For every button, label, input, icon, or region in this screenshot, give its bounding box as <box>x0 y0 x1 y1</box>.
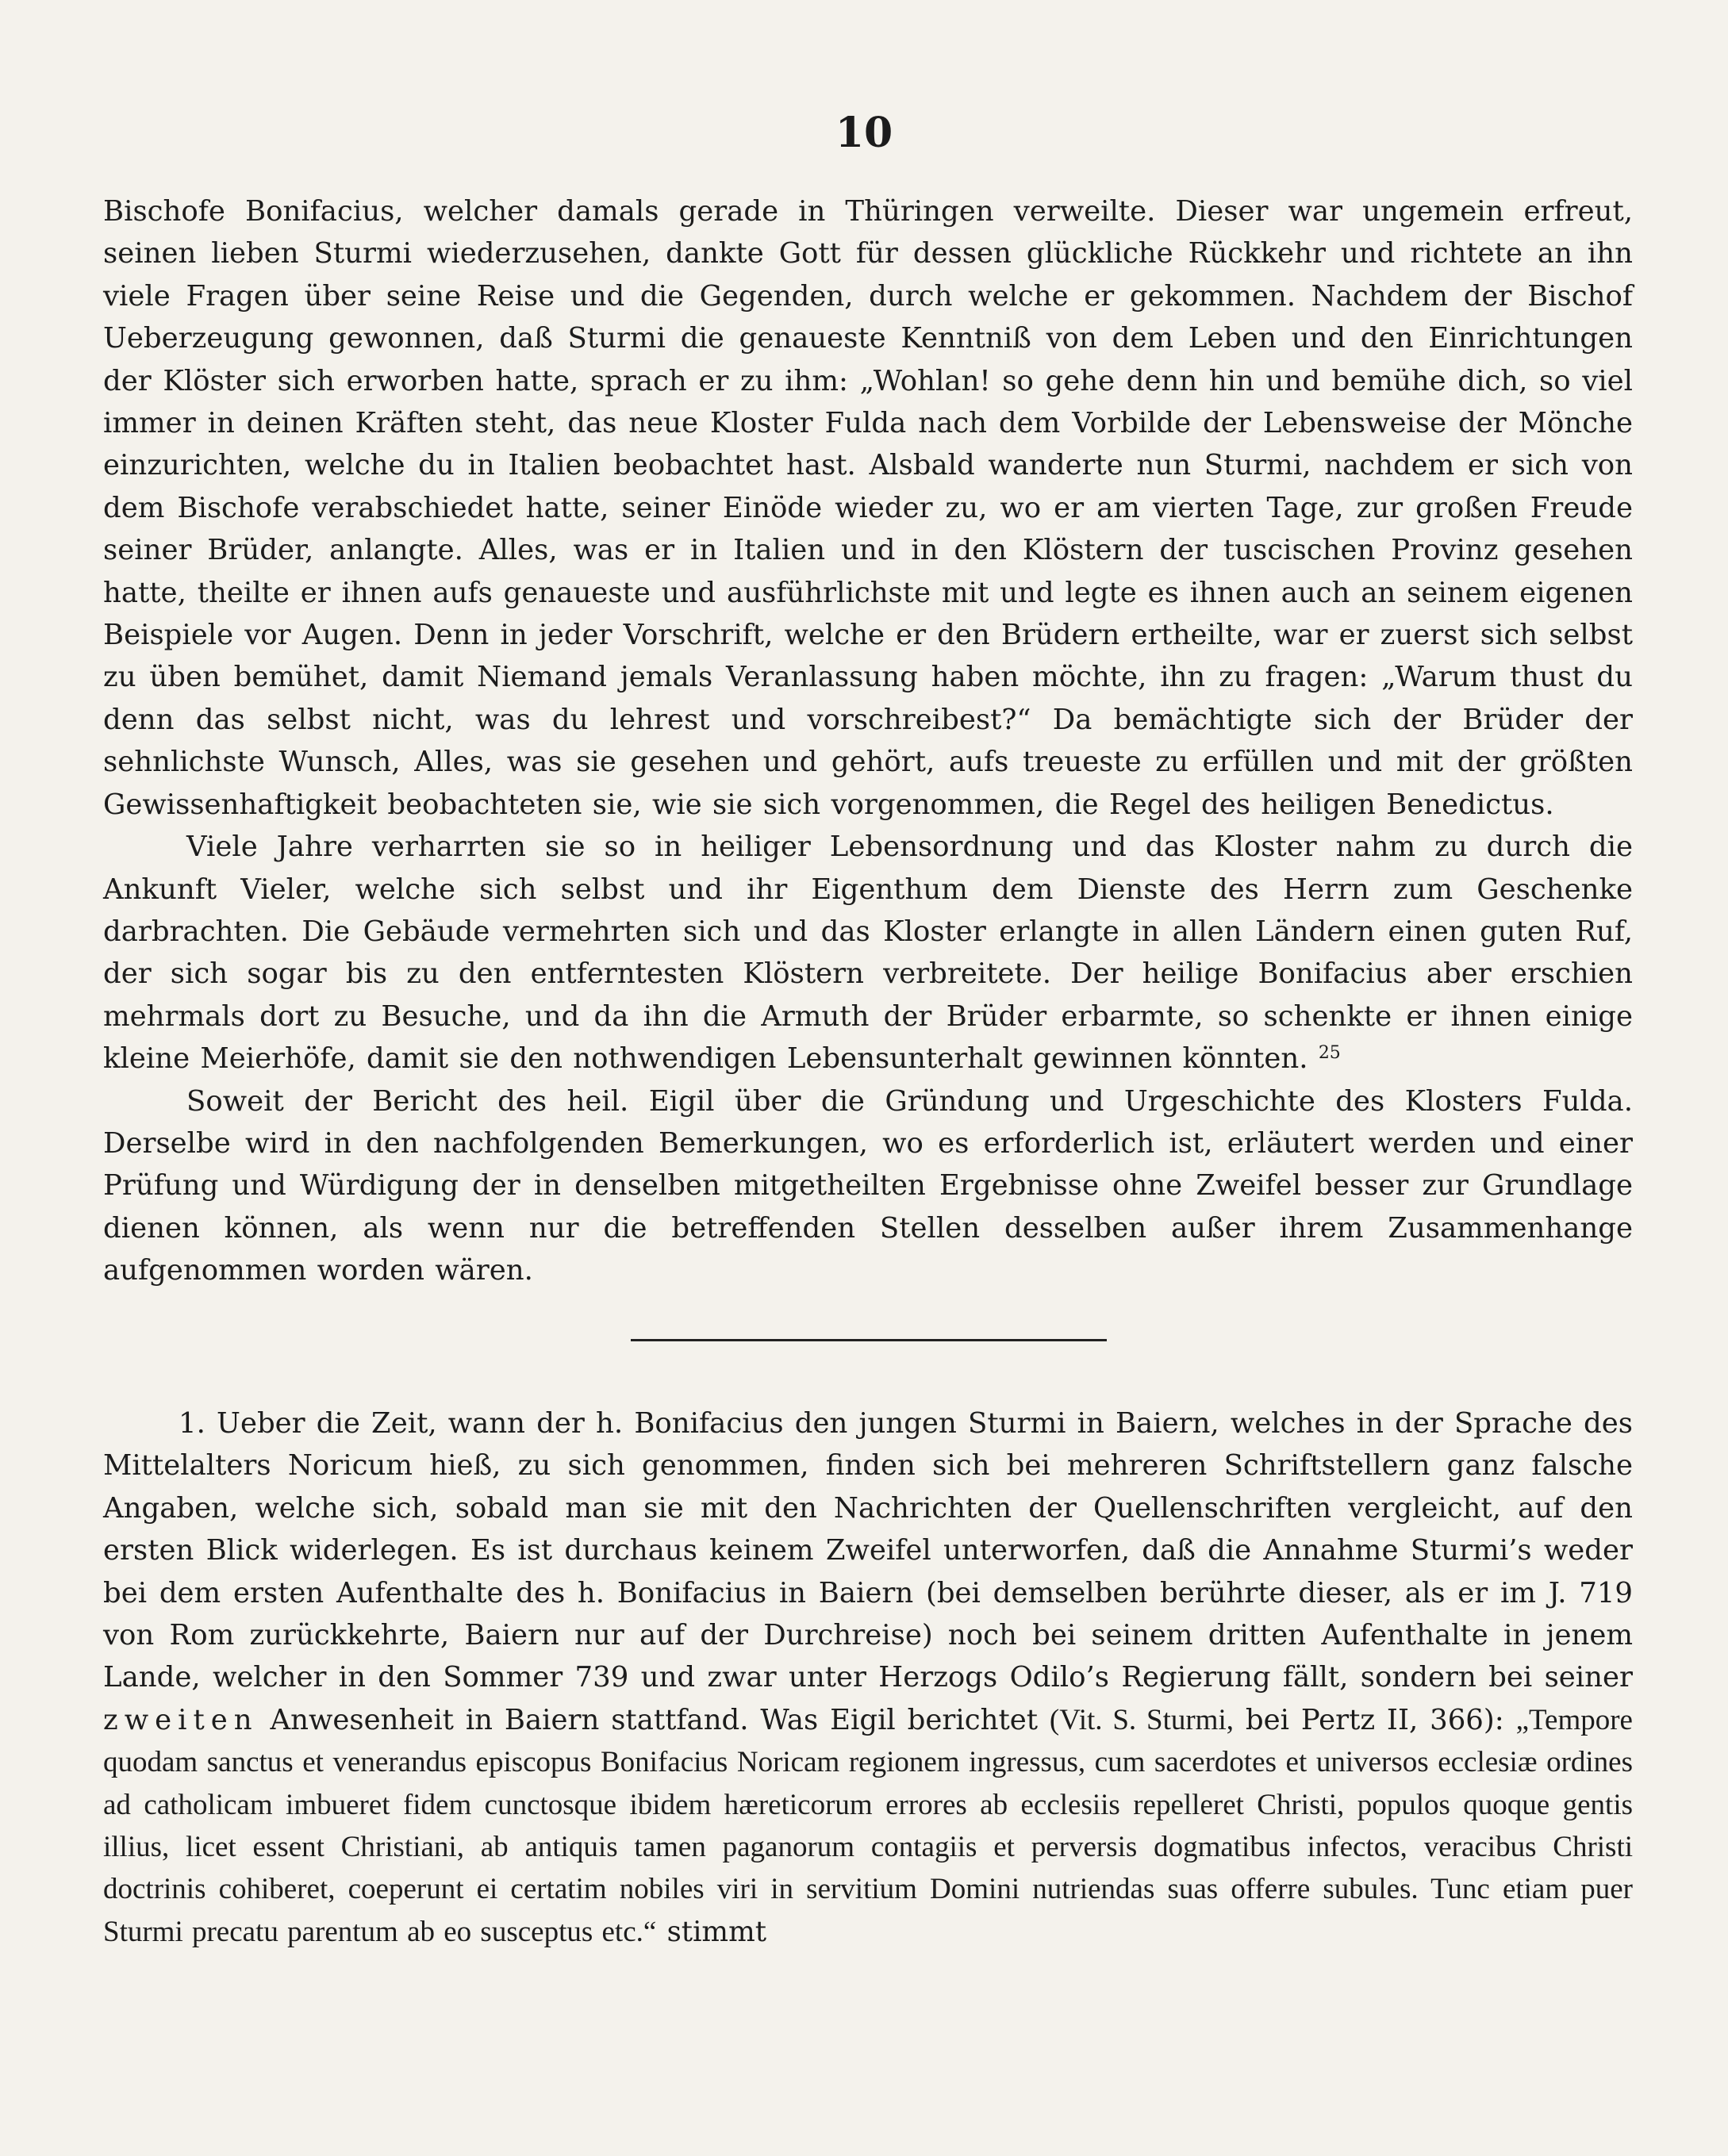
main-text <box>103 190 1633 1292</box>
paragraph-report-summary: Soweit der Bericht des heil. Eigil über die Gründung und Urgeschichte des Klosters Fulda. Derselbe wird in den nachfolgenden Bemerkungen, wo es erforderlich ist, erläutert werden und einer Prüfung und Würdigung der in denselben mitgetheilten Ergebnisse ohne Zweifel besser zur Grundlage dienen können, als wenn nur die betreffenden Stellen desselben außer ihrem Zusammenhange aufgenommen worden wären. <box>103 1084 1633 1287</box>
note-text: bei Pertz II, 366): <box>1245 1703 1504 1736</box>
note-text: stimmt <box>666 1915 767 1948</box>
paragraph-continuation: Bischofe Bonifacius, welcher damals gerade in Thüringen verweilte. Dieser war ungemein erfreut, seinen lieben Sturmi wiederzusehen, dankte Gott für dessen glückliche Rückkehr und richtete an ihn viele Fragen über seine Reise und die Gegenden, durch welche er gekommen. Nachdem der Bischof Ueberzeugung gewonnen, daß Sturmi die genaueste Kenntniß von dem Leben und den Einrichtungen der Klöster sich erworben hatte, sprach er zu ihm: „Wohlan! so gehe denn hin und bemühe dich, so viel immer in deinen Kräften steht, das neue Kloster Fulda nach dem Vorbilde der Lebensweise der Mönche einzurichten, welche du in Italien beobachtet hast. Alsbald wanderte nun Sturmi, nachdem er sich von dem Bischofe verabschiedet hatte, seiner Einöde wieder zu, wo er am vierten Tage, zur großen Freude seiner Brüder, anlangte. Alles, was er in Italien und in den Klöstern der tuscischen Provinz gesehen hatte, theilte er ihnen aufs genaueste und ausführlichste mit und legte es ihnen auch an seinem eigenen Beispiele vor Augen. Denn in jeder Vorschrift, welche er den Brüdern ertheilte, war er zuerst sich selbst zu üben bemühet, damit Niemand jemals Veranlassung haben möchte, ihn zu fragen: „Warum thust du denn das selbst nicht, was du lehrest und vorschreibest?“ Da bemächtigte sich der Brüder der sehnlichste Wunsch, Alles, was sie gesehen und gehört, aufs treueste zu erfüllen und mit der größten Gewissenhaftigkeit beobachteten sie, wie sie sich vorgenommen, die Regel des heiligen Benedictus. <box>103 195 1633 821</box>
paragraph-monastery-growth <box>103 826 1633 1080</box>
latin-quotation: „Tempore quodam sanctus et venerandus episcopus Bonifacius Noricam regionem ingressus, cum sacerdotes et universos ecclesiæ ordines ad catholicam imbueret fidem cunctosque ibidem hæreticorum errores ab ecclesiis repelleret Christi, populos quoque gentis illius, licet essent Christiani, ab antiquis tamen paganorum contagiis et perversis dogmatibus infectos, veracibus Christi doctrinis cohiberet, coeperunt ei certatim nobiles viri in servitium Domini nutriendas suas offerre subules. Tunc etiam puer Sturmi precatu parentum ab eo susceptus etc.“ <box>103 1703 1633 1948</box>
latin-citation: (Vit. S. Sturmi, <box>1049 1703 1234 1736</box>
section-divider <box>631 1339 1107 1341</box>
footnote-reference: 25 <box>1318 1043 1341 1064</box>
emphasized-word: zweiten <box>103 1703 259 1736</box>
note-1 <box>103 1402 1633 1953</box>
notes-section <box>103 1402 1633 1953</box>
note-text: 1. Ueber die Zeit, wann der h. Bonifacius den jungen Sturmi in Baiern, welches in der Sprache des Mittelalters Noricum hieß, zu sich genommen, finden sich bei mehreren Schriftstellern ganz falsche Angaben, welche sich, sobald man sie mit den Nachrichten der Quellenschriften vergleicht, auf den ersten Blick widerlegen. Es ist durchaus keinem Zweifel unterworfen, daß die Annahme Sturmi’s weder bei dem ersten Aufenthalte des h. Bonifacius in Baiern (bei demselben berührte dieser, als er im J. 719 von Rom zurückkehrte, Baiern nur auf der Durchreise) noch bei seinem dritten Aufenthalte in jenem Lande, welcher in den Sommer 739 und zwar unter Herzogs Odilo’s Regierung fällt, sondern bei seiner <box>103 1407 1633 1694</box>
note-text: Anwesenheit in Baiern stattfand. Was Eigil berichtet <box>270 1703 1038 1736</box>
paragraph-text: Viele Jahre verharrten sie so in heiliger Lebensordnung und das Kloster nahm zu durch die Ankunft Vieler, welche sich selbst und ihr Eigenthum dem Dienste des Herrn zum Geschenke darbrachten. Die Gebäude vermehrten sich und das Kloster erlangte in allen Ländern einen guten Ruf, der sich sogar bis zu den entferntesten Klöstern verbreitete. Der heilige Bonifacius aber erschien mehrmals dort zu Besuche, und da ihn die Armuth der Brüder erbarmte, so schenkte er ihnen einige kleine Meierhöfe, damit sie den nothwendigen Lebensunterhalt gewinnen könnten. <box>103 831 1633 1076</box>
page-number: 10 <box>835 109 893 157</box>
